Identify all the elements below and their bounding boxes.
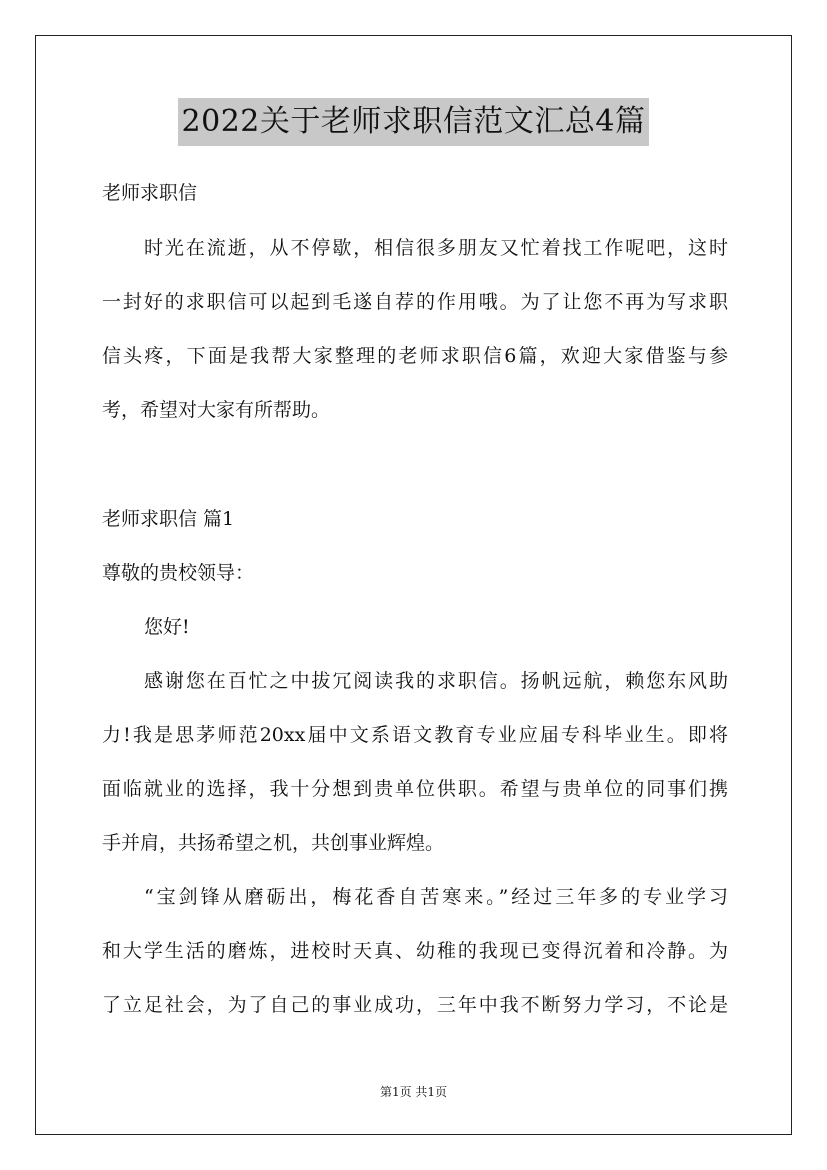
paragraph-line: 力!我是思茅师范20xx届中文系语文教育专业应届专科毕业生。即将 xyxy=(102,724,728,746)
page-footer: 第1页 共1页 xyxy=(379,1085,448,1099)
title-wrap xyxy=(0,98,827,146)
paragraph-line: 手并肩，共扬希望之机，共创事业辉煌。 xyxy=(102,832,445,854)
section-heading: 老师求职信 xyxy=(102,182,198,204)
paragraph-line: 考，希望对大家有所帮助。 xyxy=(102,399,331,421)
paragraph-line: 一封好的求职信可以起到毛遂自荐的作用哦。为了让您不再为写求职 xyxy=(102,291,728,313)
paragraph-line: 信头疼，下面是我帮大家整理的老师求职信6篇，欢迎大家借鉴与参 xyxy=(102,345,728,367)
salutation: 尊敬的贵校领导： xyxy=(102,562,255,584)
paragraph-line: 面临就业的选择，我十分想到贵单位供职。希望与贵单位的同事们携 xyxy=(102,778,728,800)
paragraph-line: 感谢您在百忙之中拔冗阅读我的求职信。扬帆远航，赖您东风助 xyxy=(144,670,728,692)
section-heading: 老师求职信 篇1 xyxy=(102,508,235,530)
paragraph-line: 和大学生活的磨炼，进校时天真、幼稚的我现已变得沉着和冷静。为 xyxy=(102,940,728,962)
greeting: 您好! xyxy=(144,616,190,638)
paragraph-line: 了立足社会，为了自己的事业成功，三年中我不断努力学习，不论是 xyxy=(102,994,728,1016)
paragraph-line: “宝剑锋从磨砺出，梅花香自苦寒来。”经过三年多的专业学习 xyxy=(144,886,728,908)
document-title: 2022关于老师求职信范文汇总4篇 xyxy=(178,98,650,146)
paragraph-line: 时光在流逝，从不停歇，相信很多朋友又忙着找工作呢吧，这时 xyxy=(144,237,728,259)
